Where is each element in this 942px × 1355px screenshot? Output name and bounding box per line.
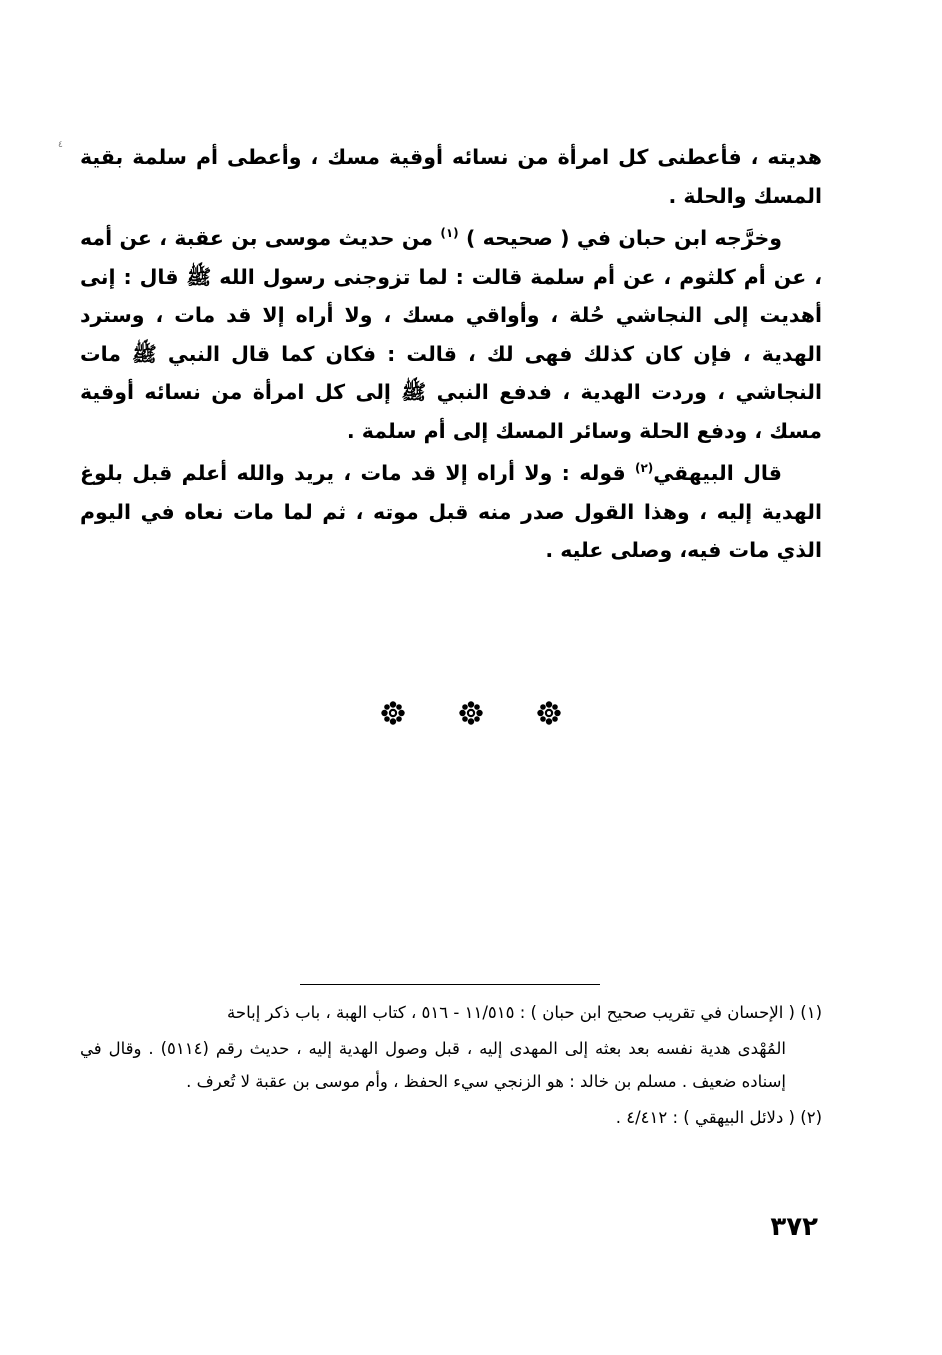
floral-ornament-icon — [380, 700, 406, 726]
paragraph-2 — [80, 219, 822, 450]
footnote-ref-2: (٢) — [634, 461, 654, 476]
footnotes — [80, 996, 822, 1137]
page-number: ٣٧٢ — [770, 1212, 818, 1242]
footnote-2: (٢) ( دلائل البيهقي ) : ٤/٤١٢ . — [615, 1108, 822, 1127]
floral-ornament-icon — [458, 700, 484, 726]
footnote-1-line-1: (١) ( الإحسان في تقريب صحيح ابن حبان ) : ١١/٥١٥ - ٥١٦ ، كتاب الهبة ، باب ذكر إباحة — [227, 1003, 822, 1022]
main-text — [80, 138, 822, 574]
paragraph-1: هديته ، فأعطنى كل امرأة من نسائه أوقية مسك ، وأعطى أم سلمة بقية المسك والحلة . — [80, 145, 822, 208]
footnote-ref-1: (١) — [440, 226, 459, 241]
margin-mark: ٤ — [58, 140, 63, 150]
paragraph-2-rest: من حديث موسى بن عقبة ، عن أمه ، عن أم كلثوم ، عن أم سلمة قالت : لما تزوجنى رسول الله ﷺ قال : إنى أهديت إلى النجاشي حُلة ، وأواقي مسك ، ولا أراه إلا قد مات ، وسترد الهدية ، فإن كان كذلك فهى لك ، قالت : فكان كما قال النبي ﷺ مات النجاشي ، وردت الهدية ، فدفع النبي ﷺ إلى كل امرأة من نسائه أوقية مسك ، ودفع الحلة وسائر المسك إلى أم سلمة . — [80, 226, 822, 443]
footnote-1-continuation: المُهْدى هدية نفسه بعد بعثه إلى المهدى إليه ، قبل وصول الهدية إليه ، حديث رقم (٥١١٤) . وقال في إسناده ضعيف . مسلم بن خالد : هو الزنجي سيء الحفظ ، وأم موسى بن عقبة لا تُعرف . — [80, 1039, 786, 1091]
paragraph-3-rest: قوله : ولا أراه إلا قد مات ، يريد والله أعلم قبل بلوغ الهدية إليه ، وهذا القول صدر منه قبل موته ، ثم لما مات نعاه في اليوم الذي مات فيه، وصلى عليه . — [80, 461, 822, 562]
footnote-separator — [300, 984, 600, 985]
paragraph-3-start: قال البيهقي — [653, 461, 782, 485]
paragraph-2-start: وخرَّجه ابن حبان في ( صحيحه ) — [465, 226, 783, 250]
floral-ornament-icon — [536, 700, 562, 726]
paragraph-3 — [80, 454, 822, 570]
section-divider — [0, 700, 942, 736]
